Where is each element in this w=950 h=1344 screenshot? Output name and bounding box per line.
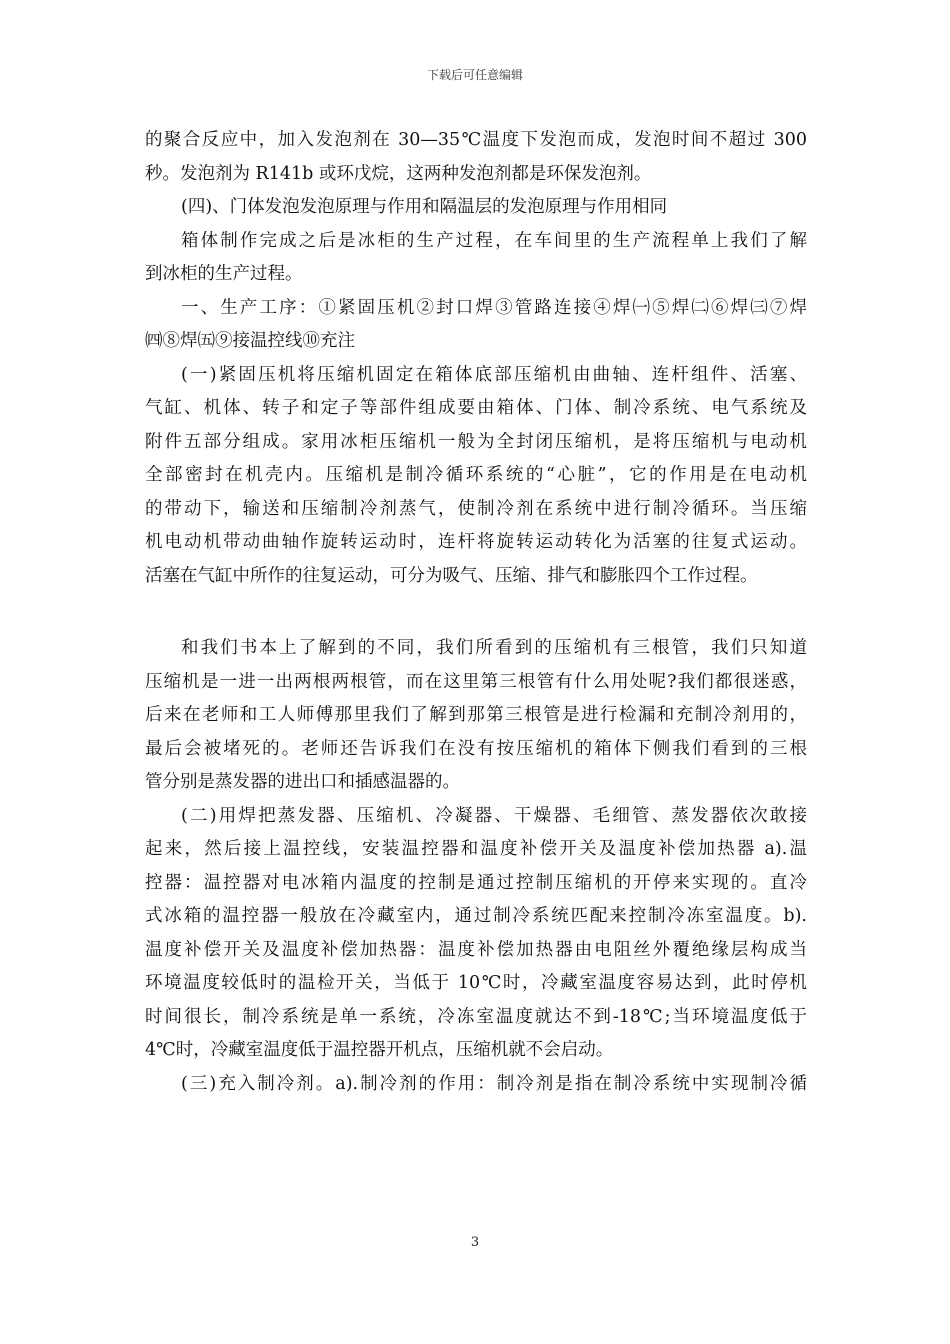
text-line: 全部密封在机壳内。压缩机是制冷循环系统的“心脏”，它的作用是在电动机: [145, 465, 807, 485]
paragraph: [145, 800, 807, 1068]
text-line: 气缸、机体、转子和定子等部件组成要由箱体、门体、制冷系统、电气系统及: [145, 398, 807, 418]
text-line: 箱体制作完成之后是冰柜的生产过程，在车间里的生产流程单上我们了解: [181, 230, 807, 251]
text-line: 的带动下，输送和压缩制冷剂蒸气，使制冷剂在系统中进行制冷循环。当压缩: [145, 498, 807, 519]
paragraph: [145, 632, 807, 800]
paragraph: [145, 292, 807, 359]
text-line: 活塞在气缸中所作的往复运动，可分为吸气、压缩、排气和膨胀四个工作过程。: [145, 565, 758, 586]
text-line: 秒。发泡剂为 R141b 或环戊烷，这两种发泡剂都是环保发泡剂。: [145, 163, 652, 184]
text-line: ㈣⑧焊㈤⑨接温控线⑩充注: [145, 331, 355, 351]
text-line: 一、生产工序：①紧固压机②封口焊③管路连接④焊㈠⑤焊㈡⑥焊㈢⑦焊: [181, 297, 807, 318]
text-line: 环境温度较低时的温检开关，当低于 10℃时，冷藏室温度容易达到，此时停机: [145, 973, 807, 993]
page-header: 下载后可任意编辑: [426, 68, 523, 82]
text-line: 到冰柜的生产过程。: [145, 264, 303, 284]
text-line: 最后会被堵死的。老师还告诉我们在没有按压缩机的箱体下侧我们看到的三根: [145, 738, 807, 759]
text-line: 时间很长，制冷系统是单一系统，冷冻室温度就达不到-18℃;当环境温度低于: [145, 1006, 807, 1027]
text-line: 管分别是蒸发器的进出口和插感温器的。: [145, 772, 460, 792]
page-number: 3: [470, 1235, 480, 1250]
paragraph: [145, 191, 807, 225]
text-line: 4℃时，冷藏室温度低于温控器开机点，压缩机就不会启动。: [145, 1040, 614, 1060]
text-line: 和我们书本上了解到的不同，我们所看到的压缩机有三根管，我们只知道: [181, 638, 807, 658]
text-line: 机电动机带动曲轴作旋转运动时，连杆将旋转运动转化为活塞的往复式运动。: [145, 532, 807, 552]
paragraph: [145, 124, 807, 191]
text-line: 控器：温控器对电冰箱内温度的控制是通过控制压缩机的开停来实现的。直冷: [145, 872, 807, 893]
text-line: 起来，然后接上温控线，安装温控器和温度补偿开关及温度补偿加热器 a).温: [145, 839, 807, 859]
text-line: 压缩机是一进一出两根两根管，而在这里第三根管有什么用处呢?我们都很迷惑，: [145, 671, 807, 692]
paragraph: [145, 225, 807, 292]
text-line: (一)紧固压机将压缩机固定在箱体底部压缩机由曲轴、连杆组件、活塞、: [181, 364, 807, 385]
text-line: 的聚合反应中，加入发泡剂在 30—35℃温度下发泡而成，发泡时间不超过 300: [145, 130, 807, 150]
text-line: (三)充入制冷剂。a).制冷剂的作用：制冷剂是指在制冷系统中实现制冷循: [181, 1073, 807, 1094]
text-line: 温度补偿开关及温度补偿加热器：温度补偿加热器由电阻丝外覆绝缘层构成当: [145, 939, 807, 960]
paragraph: [145, 1068, 807, 1102]
body-text: [145, 124, 807, 1101]
text-line: (二)用焊把蒸发器、压缩机、冷凝器、干燥器、毛细管、蒸发器依次敢接: [181, 805, 807, 826]
text-line: 式冰箱的温控器一般放在冷藏室内，通过制冷系统匹配来控制冷冻室温度。b).: [145, 906, 807, 926]
text-line: 后来在老师和工人师傅那里我们了解到那第三根管是进行检漏和充制冷剂用的，: [145, 705, 807, 725]
text-line: (四)、门体发泡发泡原理与作用和隔温层的发泡原理与作用相同: [181, 197, 668, 217]
text-line: 附件五部分组成。家用冰柜压缩机一般为全封闭压缩机，是将压缩机与电动机: [145, 431, 807, 452]
paragraph-gap: [145, 593, 807, 632]
paragraph: [145, 359, 807, 594]
